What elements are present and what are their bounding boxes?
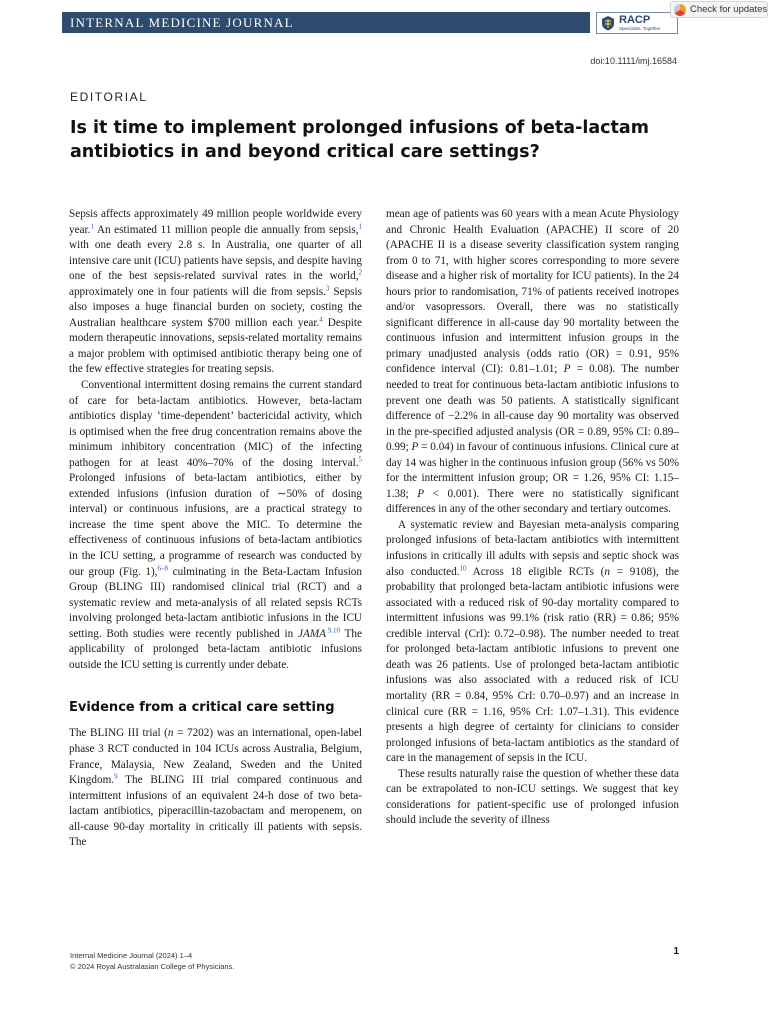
reference-link[interactable]: 5: [358, 455, 362, 464]
journal-name-bar: [62, 12, 590, 33]
section-heading: Evidence from a critical care setting: [69, 700, 335, 716]
paragraph-results: mean age of patients was 60 years with a mean Acute Physiology and Chronic Health Evaluation (APACHE) II score of 20 (APACHE II is a disease severity classification system ranging from 0 to 71, with higher scores corresponding to more severe disease and a higher risk of mortality for ICU patients). In the 24 hours prior to randomisation, 71% of patients received inotropes and/or vasopressors. Overall, there was no statistically significant difference in all-cause day 90 mortality between the continuous infusion and intermittent infusion groups in the primary unadjusted analysis (odds ratio (OR) = 0.91, 95% confidence interval (CI): 0.81–1.01; P = 0.08). The number needed to treat for continuous beta-lactam antibiotic infusions to prevent one death was 50 patients. A statistically significant difference of −2.2% in all-cause day 90 mortality was observed in the pre-specified adjusted analysis (OR = 0.89, 95% CI: 0.89–0.99; P = 0.04) in favour of continuous infusions. Clinical cure at day 14 was higher in the continuous infusion group (56% vs 50% for the intermittent infusion group; OR = 1.26, 95% CI: 1.15–1.38; P < 0.001). There were no statistically significant differences in any of the other secondary and tertiary outcomes.: [386, 208, 680, 516]
copyright-notice: © 2024 Royal Australasian College of Physicians.: [70, 962, 235, 971]
racp-logo: [596, 12, 678, 34]
logo-sub-text: Specialists. Together: [619, 25, 661, 31]
reference-link[interactable]: 2: [358, 268, 362, 277]
section-label: EDITORIAL: [70, 90, 148, 104]
reference-link[interactable]: .9,10: [326, 626, 340, 635]
reference-link[interactable]: 3: [325, 284, 330, 292]
page-number: 1: [673, 946, 679, 957]
paragraph-non-icu: These results naturally raise the question of whether these data can be extrapolated to non-ICU settings. We suggest that key considerations for patient-specific use of prolonged infusion should include the severity of illness: [386, 767, 679, 827]
check-for-updates-label: Check for updates: [690, 4, 768, 15]
article-title: Is it time to implement prolonged infusions of beta-lactam antibiotics in and beyond critical care settings?: [70, 118, 649, 162]
paragraph-meta-analysis: A systematic review and Bayesian meta-analysis comparing prolonged infusions of beta-lactam antibiotics with intermittent infusions in critically ill adults with sepsis and septic shock was also conducted.$^{10}$ Across 18 eligible RCTs (n = 9108), the probability that prolonged beta-lactam antibiotic infusions were associated with a reduced risk of 90-day mortality compared to intermittent infusions was 99.1% (risk ratio (RR) = 0.86; 95% credible interval (CrI): 0.72–0.98). The number needed to treat for prolonged beta-lactam antibiotic infusions to prevent one death was 26 patients. Use of prolonged beta-lactam antibiotic infusions was also associated with a reduced risk of ICU mortality (RR = 0.84, 95% CrI: 0.70–0.97) and an increase in clinical cure (RR = 1.16, 95% CrI: 1.07–1.31). This evidence presents a high degree of certainty for clinicians to consider prolonged infusions of beta-lactam antibiotics as the standard of care in the management of sepsis in the ICU.: [386, 518, 680, 765]
reference-link[interactable]: 1: [90, 221, 94, 230]
reference-link[interactable]: 10: [459, 563, 467, 572]
reference-link[interactable]: 4: [319, 315, 323, 324]
footer-citation: [70, 950, 234, 972]
paragraph-dosing: Conventional intermittent dosing remains the current standard of care for beta-lactam antibiotics. However, beta-lactam antibiotics display ‘time-dependent’ bactericidal activity, which is optimised when the free drug concentration remains above the minimum inhibitory concentration (MIC) of the infecting pathogen for at least 40%–70% of the dosing interval.$^5$ Prolonged infusions of beta-lactam antibiotics, either by extended infusions (infusion duration of ∼50% of dosing interval) or continuous infusions, are a practical strategy to increase the time spent above the MIC. To determine the effectiveness of continuous infusions of beta-lactam antibiotics in the ICU setting, a programme of research was conducted by our group (Fig. 1),$^{6-8}$ culminating in the Beta-Lactam Infusion Group (BLING III) randomised clinical trial (RCT) and a systematic review and meta-analysis of all related sepsis RCTs involving prolonged beta-lactam antibiotic infusions in the ICU setting. Both studies were recently published in $JAMA^{.9,10}$ The applicability of prolonged beta-lactam antibiotic infusions outside the ICU setting is currently under debate.: [69, 379, 362, 671]
journal-citation: Internal Medicine Journal (2024) 1–4: [70, 951, 193, 960]
reference-link[interactable]: 9: [114, 772, 118, 781]
journal-name-jama: JAMA: [298, 627, 326, 640]
paragraph-intro: Sepsis affects approximately 49 million people worldwide every year.$^1$ An estimated 11 million people die annually from sepsis,$^1$ with one death every 2.8 s. In Australia, one quarter of all intensive care unit (ICU) patients have sepsis, and despite having one of the best sepsis-related survival rates in the world,$^2$ approximately one in four patients will die from sepsis.$^3$ Sepsis also imposes a huge financial burden on society, costing the Australian healthcare system $700 million each year.$^4$ Despite modern therapeutic innovations, sepsis-related mortality remains a major problem with optimised antibiotic therapy being one of the few effective strategies for treating sepsis.: [69, 208, 362, 376]
crossmark-icon: [674, 4, 686, 16]
reference-link[interactable]: 1: [358, 221, 362, 230]
journal-name: INTERNAL MEDICINE JOURNAL: [70, 15, 294, 30]
left-column: [69, 207, 362, 851]
reference-link[interactable]: 6–8: [157, 563, 168, 572]
doi-link[interactable]: doi:10.1111/imj.16584: [590, 56, 677, 66]
check-for-updates-button[interactable]: [670, 1, 768, 18]
racp-crest-icon: [600, 15, 616, 31]
logo-main-text: RACP: [619, 13, 651, 26]
right-column: [386, 207, 679, 829]
paragraph-bling-trial: The BLING III trial (n = 7202) was an international, open-label phase 3 RCT conducted in 104 ICUs across Australia, Belgium, France, Malaysia, New Zealand, Sweden and the United Kingdom.$^9$ The BLING III trial compared continuous and intermittent infusions of an equivalent 24-h dose of two beta-lactam antibiotics, piperacillin-tazobactam and meropenem, on all-cause 90-day mortality in critically ill patients with sepsis. The: [69, 727, 362, 849]
